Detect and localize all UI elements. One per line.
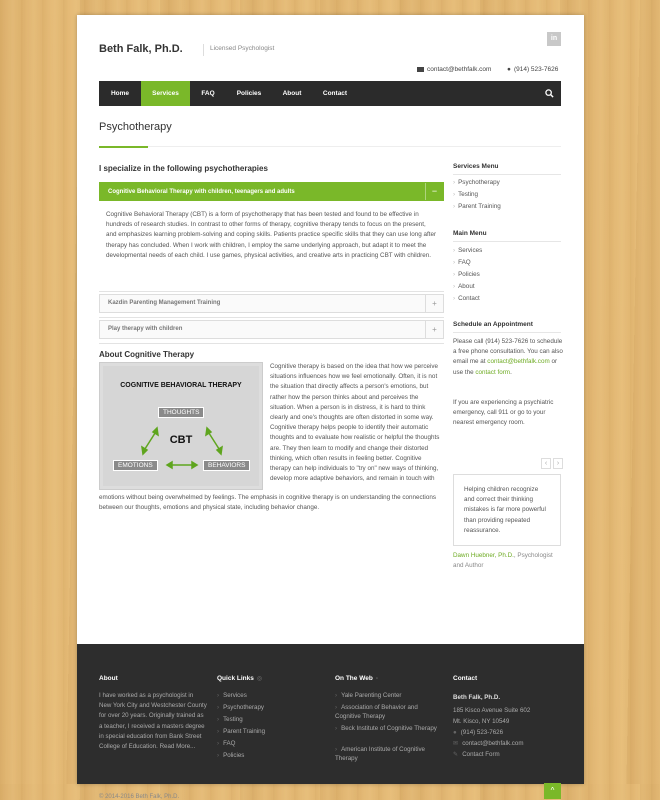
footer-link-label: FAQ bbox=[223, 740, 236, 747]
bullet-icon: › bbox=[217, 740, 220, 747]
side-link-policies[interactable] bbox=[453, 271, 480, 278]
site-logo[interactable]: Beth Falk, Ph.D. bbox=[99, 43, 183, 55]
testimonial-next-button[interactable]: › bbox=[553, 458, 563, 469]
search-icon[interactable] bbox=[537, 81, 561, 106]
side-link-label: Policies bbox=[458, 271, 480, 278]
divider bbox=[99, 343, 444, 344]
footer-link-label: American Institute of Cognitive Therapy bbox=[335, 746, 425, 762]
side-link-contact[interactable] bbox=[453, 295, 480, 302]
appointment-text-part: or use the bbox=[453, 358, 558, 376]
expand-icon[interactable]: + bbox=[425, 321, 443, 338]
footer-web-link[interactable] bbox=[335, 703, 445, 721]
side-link-parent-training[interactable] bbox=[453, 203, 501, 210]
square-icon: ▫ bbox=[375, 676, 378, 682]
testimonial-author bbox=[453, 551, 563, 570]
footer-address-line2: Mt. Kisco, NY 10549 bbox=[453, 718, 510, 725]
footer-link-label: Yale Parenting Center bbox=[341, 692, 402, 699]
footer-link-label: Services bbox=[223, 692, 247, 699]
footer-email[interactable] bbox=[453, 739, 524, 748]
header-email-text: contact@bethfalk.com bbox=[427, 66, 492, 73]
bullet-icon: › bbox=[335, 725, 338, 732]
appointment-email-link[interactable]: contact@bethfalk.com bbox=[487, 358, 550, 366]
bullet-icon: › bbox=[335, 746, 338, 753]
contact-form-link[interactable]: contact form bbox=[475, 368, 511, 376]
collapse-icon[interactable]: − bbox=[425, 183, 443, 200]
title-divider bbox=[99, 146, 561, 147]
accordion-item-kazdin[interactable] bbox=[99, 294, 444, 313]
footer-quick-link[interactable] bbox=[217, 751, 244, 760]
side-link-label: Parent Training bbox=[458, 203, 501, 210]
title-accent bbox=[99, 146, 148, 148]
nav-home[interactable]: Home bbox=[110, 90, 130, 97]
circle-icon: ◎ bbox=[256, 676, 263, 682]
cbt-emotions: EMOTIONS bbox=[113, 460, 158, 471]
footer-about-text bbox=[99, 691, 207, 752]
footer-quick-heading bbox=[217, 675, 262, 682]
side-link-about[interactable] bbox=[453, 283, 475, 290]
bullet-icon: › bbox=[217, 704, 220, 711]
user-icon: ● bbox=[507, 66, 511, 73]
footer-link-label: Policies bbox=[223, 752, 245, 759]
side-link-label: About bbox=[458, 283, 475, 290]
footer-link-label: Testing bbox=[223, 716, 243, 723]
page-container bbox=[77, 15, 584, 800]
cbt-behaviors: BEHAVIORS bbox=[203, 460, 250, 471]
bullet-icon: › bbox=[217, 716, 220, 723]
side-link-testing[interactable] bbox=[453, 191, 478, 198]
divider bbox=[99, 317, 444, 318]
main-nav bbox=[99, 81, 561, 106]
footer-address-line1: 185 Kisco Avenue Suite 602 bbox=[453, 707, 531, 714]
envelope-icon bbox=[417, 67, 424, 72]
bullet-icon: › bbox=[453, 295, 456, 302]
side-link-label: FAQ bbox=[458, 259, 471, 266]
side-link-label: Psychotherapy bbox=[458, 179, 500, 186]
linkedin-icon[interactable]: in bbox=[547, 32, 561, 46]
about-text-full: emotions without being overwhelmed by feelings. The emphasis in cognitive therapy is on understanding the connections between our thoughts, emotions and physical state, including behavior change. bbox=[99, 494, 436, 512]
accordion-item-cbt[interactable] bbox=[99, 182, 444, 201]
divider bbox=[453, 174, 561, 175]
section-heading: I specialize in the following psychotherapies bbox=[99, 164, 268, 173]
nav-about[interactable]: About bbox=[282, 90, 302, 97]
testimonial-author-role: , Psychologist and Author bbox=[453, 552, 553, 569]
bullet-icon: › bbox=[453, 191, 456, 198]
accordion-label: Play therapy with children bbox=[108, 326, 183, 332]
cbt-center-label: CBT bbox=[169, 434, 193, 446]
cbt-arrows bbox=[103, 366, 261, 488]
bullet-icon: › bbox=[217, 692, 220, 699]
footer-phone-text: (914) 523-7626 bbox=[460, 729, 504, 736]
cbt-thoughts: THOUGHTS bbox=[158, 407, 204, 418]
footer-contact-form-text: Contact Form bbox=[462, 751, 500, 758]
footer-web-link[interactable] bbox=[335, 724, 445, 733]
divider bbox=[453, 332, 561, 333]
footer-web-heading-text: On The Web bbox=[335, 675, 373, 682]
cbt-diagram-image bbox=[99, 362, 263, 490]
accordion-label: Cognitive Behavioral Therapy with children, teenagers and adults bbox=[108, 189, 295, 195]
read-more-link[interactable]: Read More... bbox=[159, 743, 196, 751]
expand-icon[interactable]: + bbox=[425, 295, 443, 312]
footer-quick-heading-text: Quick Links bbox=[217, 675, 254, 682]
footer-quick-link[interactable] bbox=[217, 715, 243, 724]
footer-web-link[interactable] bbox=[335, 745, 445, 763]
side-link-label: Contact bbox=[458, 295, 480, 302]
footer-email-text: contact@bethfalk.com bbox=[462, 740, 524, 747]
appointment-text-part: . bbox=[510, 368, 512, 376]
about-heading: About Cognitive Therapy bbox=[99, 350, 195, 359]
footer-quick-link[interactable] bbox=[217, 739, 235, 748]
footer-link-label: Beck Institute of Cognitive Therapy bbox=[341, 725, 437, 732]
footer-quick-link[interactable] bbox=[217, 727, 265, 736]
about-text-wrap: Cognitive therapy is based on the idea that how we perceive situations influences how we feel emotionally. Often, it is not the situation that directly affects a person's emotions, but rather how the person thinks about and perceives the situation. When a person is in distress, it is hard to think clearly and one's thoughts are often distorted in some way. Cognitive therapy helps people to identify their automatic thoughts and to evaluate how realistic or helpful the thoughts are. They then learn to modify and change their distorted thinking, which often results in feeling better. Cognitive therapy can help individuals to "try on" new ways of thinking, develop more adaptive behaviors, and remain in touch with bbox=[270, 363, 440, 483]
cbt-diagram-title: COGNITIVE BEHAVIORAL THERAPY bbox=[120, 382, 242, 389]
nav-contact[interactable]: Contact bbox=[322, 90, 348, 97]
emergency-text: If you are experiencing a psychiatric emergency, call 911 or go to your nearest emergency room. bbox=[453, 399, 554, 427]
envelope-icon: ✉ bbox=[453, 740, 459, 747]
header-phone-text: (914) 523-7626 bbox=[513, 66, 559, 73]
nav-policies[interactable]: Policies bbox=[236, 90, 262, 97]
accordion-label: Kazdin Parenting Management Training bbox=[108, 300, 221, 306]
bullet-icon: › bbox=[335, 704, 338, 711]
bullet-icon: › bbox=[453, 271, 456, 278]
footer-web-heading bbox=[335, 675, 378, 682]
footer-phone bbox=[453, 728, 503, 737]
testimonial-quote: Helping children recognize and correct their thinking mistakes is far more powerful than providing repeated reassurance. bbox=[453, 474, 561, 546]
footer-quick-link[interactable] bbox=[217, 703, 264, 712]
bullet-icon: › bbox=[217, 728, 220, 735]
appointment-text-part: Please call (914) 523-7626 to schedule a free phone consultation. You can also email me at bbox=[453, 338, 563, 366]
main-menu-heading: Main Menu bbox=[453, 230, 487, 237]
divider bbox=[453, 241, 561, 242]
testimonial-author-name[interactable]: Dawn Huebner, Ph.D. bbox=[453, 552, 514, 559]
header-phone bbox=[507, 66, 558, 73]
testimonial-prev-button[interactable]: ‹ bbox=[541, 458, 551, 469]
side-link-services[interactable] bbox=[453, 247, 482, 254]
footer-link-label: Psychotherapy bbox=[223, 704, 264, 711]
bullet-icon: › bbox=[453, 259, 456, 266]
nav-faq[interactable]: FAQ bbox=[201, 90, 215, 97]
appointment-text bbox=[453, 337, 563, 378]
footer-contact-name: Beth Falk, Ph.D. bbox=[453, 694, 501, 701]
footer-quick-link[interactable] bbox=[217, 691, 247, 700]
pencil-icon: ✎ bbox=[453, 751, 459, 758]
bullet-icon: › bbox=[453, 247, 456, 254]
nav-services[interactable]: Services bbox=[141, 81, 190, 106]
accordion-body-cbt: Cognitive Behavioral Therapy (CBT) is a form of psychotherapy that has been tested and found to be effective in hundreds of research studies. In contrast to other forms of therapy, cognitive therapy tends to focus on the present, and emphasizes learning problem-solving and coping skills. Patients practice specific skills that they can use long after therapy has concluded. When I work with children, I employ the same underlying approach, but adapt it to meet the developmental needs of each child. I use games, physical activities, and creative arts in practicing CBT with children. bbox=[106, 211, 437, 259]
side-link-label: Testing bbox=[458, 191, 479, 198]
divider bbox=[99, 291, 444, 292]
bullet-icon: › bbox=[217, 752, 220, 759]
header-email[interactable] bbox=[417, 66, 491, 73]
site-tagline: Licensed Psychologist bbox=[203, 44, 274, 56]
bullet-icon: › bbox=[453, 203, 456, 210]
bullet-icon: › bbox=[453, 283, 456, 290]
side-link-faq[interactable] bbox=[453, 259, 471, 266]
bullet-icon: › bbox=[453, 179, 456, 186]
footer-contact-form[interactable] bbox=[453, 750, 500, 759]
appointment-heading: Schedule an Appointment bbox=[453, 321, 533, 328]
footer-contact-heading: Contact bbox=[453, 675, 478, 682]
accordion-item-play[interactable] bbox=[99, 320, 444, 339]
side-link-psychotherapy[interactable] bbox=[453, 179, 500, 186]
footer-link-label: Parent Training bbox=[223, 728, 266, 735]
footer-about-heading: About bbox=[99, 675, 118, 682]
side-link-label: Services bbox=[458, 247, 483, 254]
footer-web-link[interactable] bbox=[335, 691, 445, 700]
footer-about-body: I have worked as a psychologist in New York City and Westchester County for over 20 years. Originally trained as a teacher, I received a masters degree in special education from Bank Street College of Education. bbox=[99, 692, 207, 751]
page-title: Psychotherapy bbox=[99, 121, 172, 133]
bullet-icon: › bbox=[335, 692, 338, 699]
user-icon: ● bbox=[453, 729, 457, 736]
footer-link-label: Association of Behavior and Cognitive Therapy bbox=[335, 704, 418, 720]
services-menu-heading: Services Menu bbox=[453, 163, 499, 170]
back-to-top-button[interactable]: ^ bbox=[544, 783, 561, 799]
copyright: © 2014-2016 Beth Falk, Ph.D. bbox=[99, 794, 180, 800]
